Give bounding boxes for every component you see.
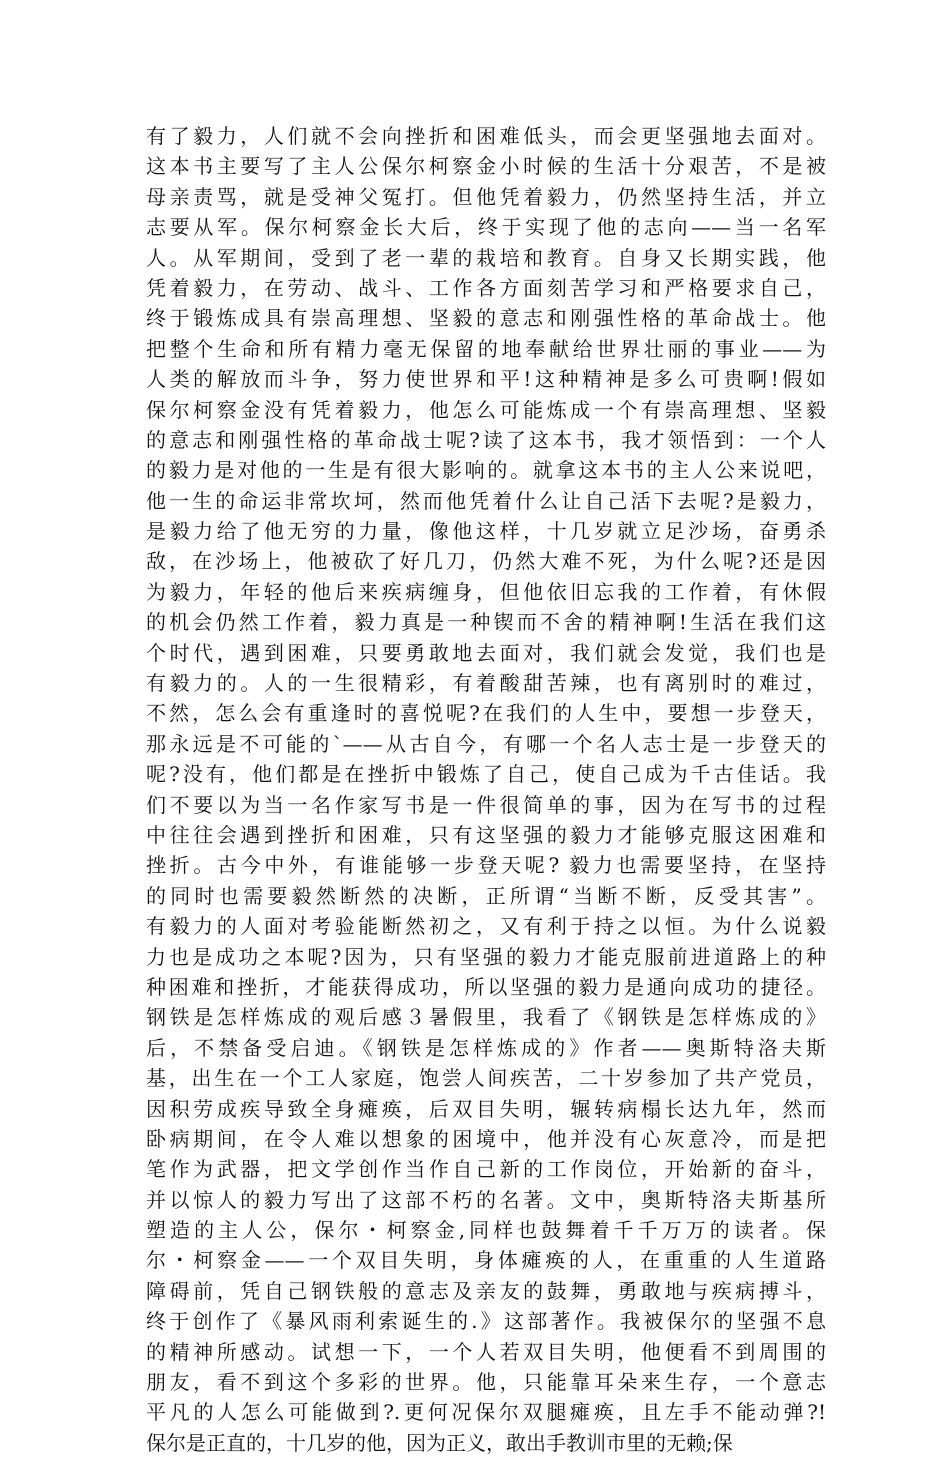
text-line: 笔作为武器，把文学创作当作自己新的工作岗位，开始新的奋斗， xyxy=(146,1157,826,1182)
text-line: 人类的解放而斗争，努力使世界和平!这种精神是多么可贵啊!假如 xyxy=(146,367,826,392)
text-line: 凭着毅力，在劳动、战斗、工作各方面刻苦学习和严格要求自己， xyxy=(146,275,826,300)
text-line: 种困难和挫折，才能获得成功，所以坚强的毅力是通向成功的捷径。 xyxy=(146,974,826,999)
text-line: 的同时也需要毅然断然的决断，正所谓“当断不断，反受其害”。 xyxy=(146,883,826,908)
text-line: 敌，在沙场上，他被砍了好几刀，仍然大难不死，为什么呢?还是因 xyxy=(146,549,826,574)
text-line: 中往往会遇到挫折和困难，只有这坚强的毅力才能够克服这困难和 xyxy=(146,822,826,847)
text-line: 的意志和刚强性格的革命战士呢?读了这本书，我才领悟到：一个人 xyxy=(146,427,826,452)
text-line: 把整个生命和所有精力毫无保留的地奉献给世界壮丽的事业——为 xyxy=(146,336,826,361)
text-line: 朋友，看不到这个多彩的世界。他，只能靠耳朵来生存，一个意志 xyxy=(146,1370,826,1395)
text-line: 人。从军期间，受到了老一辈的栽培和教育。自身又长期实践，他 xyxy=(146,245,826,270)
text-line: 有毅力的。人的一生很精彩，有着酸甜苦辣，也有离别时的难过， xyxy=(146,671,826,696)
text-line: 这本书主要写了主人公保尔柯察金小时候的生活十分艰苦，不是被 xyxy=(146,154,826,179)
text-line: 是毅力给了他无穷的力量，像他这样，十几岁就立足沙场，奋勇杀 xyxy=(146,519,826,544)
text-line: 有毅力的人面对考验能断然初之，又有利于持之以恒。为什么说毅 xyxy=(146,914,826,939)
text-line: 力也是成功之本呢?因为，只有坚强的毅力才能克服前进道路上的种 xyxy=(146,944,826,969)
text-line: 并以惊人的毅力写出了这部不朽的名著。文中，奥斯特洛夫斯基所 xyxy=(146,1187,826,1212)
text-line: 的毅力是对他的一生是有很大影响的。就拿这本书的主人公来说吧， xyxy=(146,458,826,483)
text-line: 保尔是正直的，十几岁的他，因为正义，敢出手教训市里的无赖;保 xyxy=(146,1430,733,1455)
text-line: 他一生的命运非常坎坷，然而他凭着什么让自己活下去呢?是毅力， xyxy=(146,488,826,513)
body-text xyxy=(146,121,826,1458)
text-line: 有了毅力，人们就不会向挫折和困难低头，而会更坚强地去面对。 xyxy=(146,124,826,148)
text-line: 终于创作了《暴风雨利索诞生的.》这部著作。我被保尔的坚强不息 xyxy=(146,1309,826,1334)
text-line: 们不要以为当一名作家写书是一件很简单的事，因为在写书的过程 xyxy=(146,792,826,817)
text-line: 志要从军。保尔柯察金长大后，终于实现了他的志向——当一名军 xyxy=(146,215,826,240)
text-line: 基，出生在一个工人家庭，饱尝人间疾苦，二十岁参加了共产党员， xyxy=(146,1066,826,1091)
text-line: 不然，怎么会有重逢时的喜悦呢?在我们的人生中，要想一步登天， xyxy=(146,701,826,726)
text-line: 母亲责骂，就是受神父冤打。但他凭着毅力，仍然坚持生活，并立 xyxy=(146,184,826,209)
text-line: 呢?没有，他们都是在挫折中锻炼了自己，使自己成为千古佳话。我 xyxy=(146,762,826,787)
text-line: 塑造的主人公，保尔・柯察金,同样也鼓舞着千千万万的读者。保 xyxy=(146,1218,826,1243)
text-line: 那永远是不可能的`——从古自今，有哪一个名人志士是一步登天的 xyxy=(146,731,826,756)
text-line: 为毅力，年轻的他后来疾病缠身，但他依旧忘我的工作着，有休假 xyxy=(146,579,826,604)
text-line: 尔・柯察金——一个双目失明，身体瘫痪的人，在重重的人生道路 xyxy=(146,1248,826,1273)
text-line: 终于锻炼成具有崇高理想、坚毅的意志和刚强性格的革命战士。他 xyxy=(146,306,826,331)
text-line: 的机会仍然工作着，毅力真是一种锲而不舍的精神啊!生活在我们这 xyxy=(146,610,826,635)
text-line: 钢铁是怎样炼成的观后感３暑假里，我看了《钢铁是怎样炼成的》 xyxy=(146,1005,826,1030)
text-line: 卧病期间，在令人难以想象的困境中，他并没有心灰意冷，而是把 xyxy=(146,1126,826,1151)
text-line: 个时代，遇到困难，只要勇敢地去面对，我们就会发觉，我们也是 xyxy=(146,640,826,665)
text-line: 平凡的人怎么可能做到?.更何况保尔双腿瘫痪，且左手不能动弹?! xyxy=(146,1400,826,1425)
text-line: 后，不禁备受启迪。《钢铁是怎样炼成的》作者——奥斯特洛夫斯 xyxy=(146,1035,826,1060)
text-line: 的精神所感动。试想一下，一个人若双目失明，他便看不到周围的 xyxy=(146,1339,826,1364)
text-line: 因积劳成疾导致全身瘫痪，后双目失明，辗转病榻长达九年，然而 xyxy=(146,1096,826,1121)
text-line: 障碍前，凭自己钢铁般的意志及亲友的鼓舞，勇敢地与疾病搏斗， xyxy=(146,1278,826,1303)
text-line: 保尔柯察金没有凭着毅力，他怎么可能炼成一个有崇高理想、坚毅 xyxy=(146,397,826,422)
text-line: 挫折。古今中外，有谁能够一步登天呢? 毅力也需要坚持，在坚持 xyxy=(146,853,826,878)
